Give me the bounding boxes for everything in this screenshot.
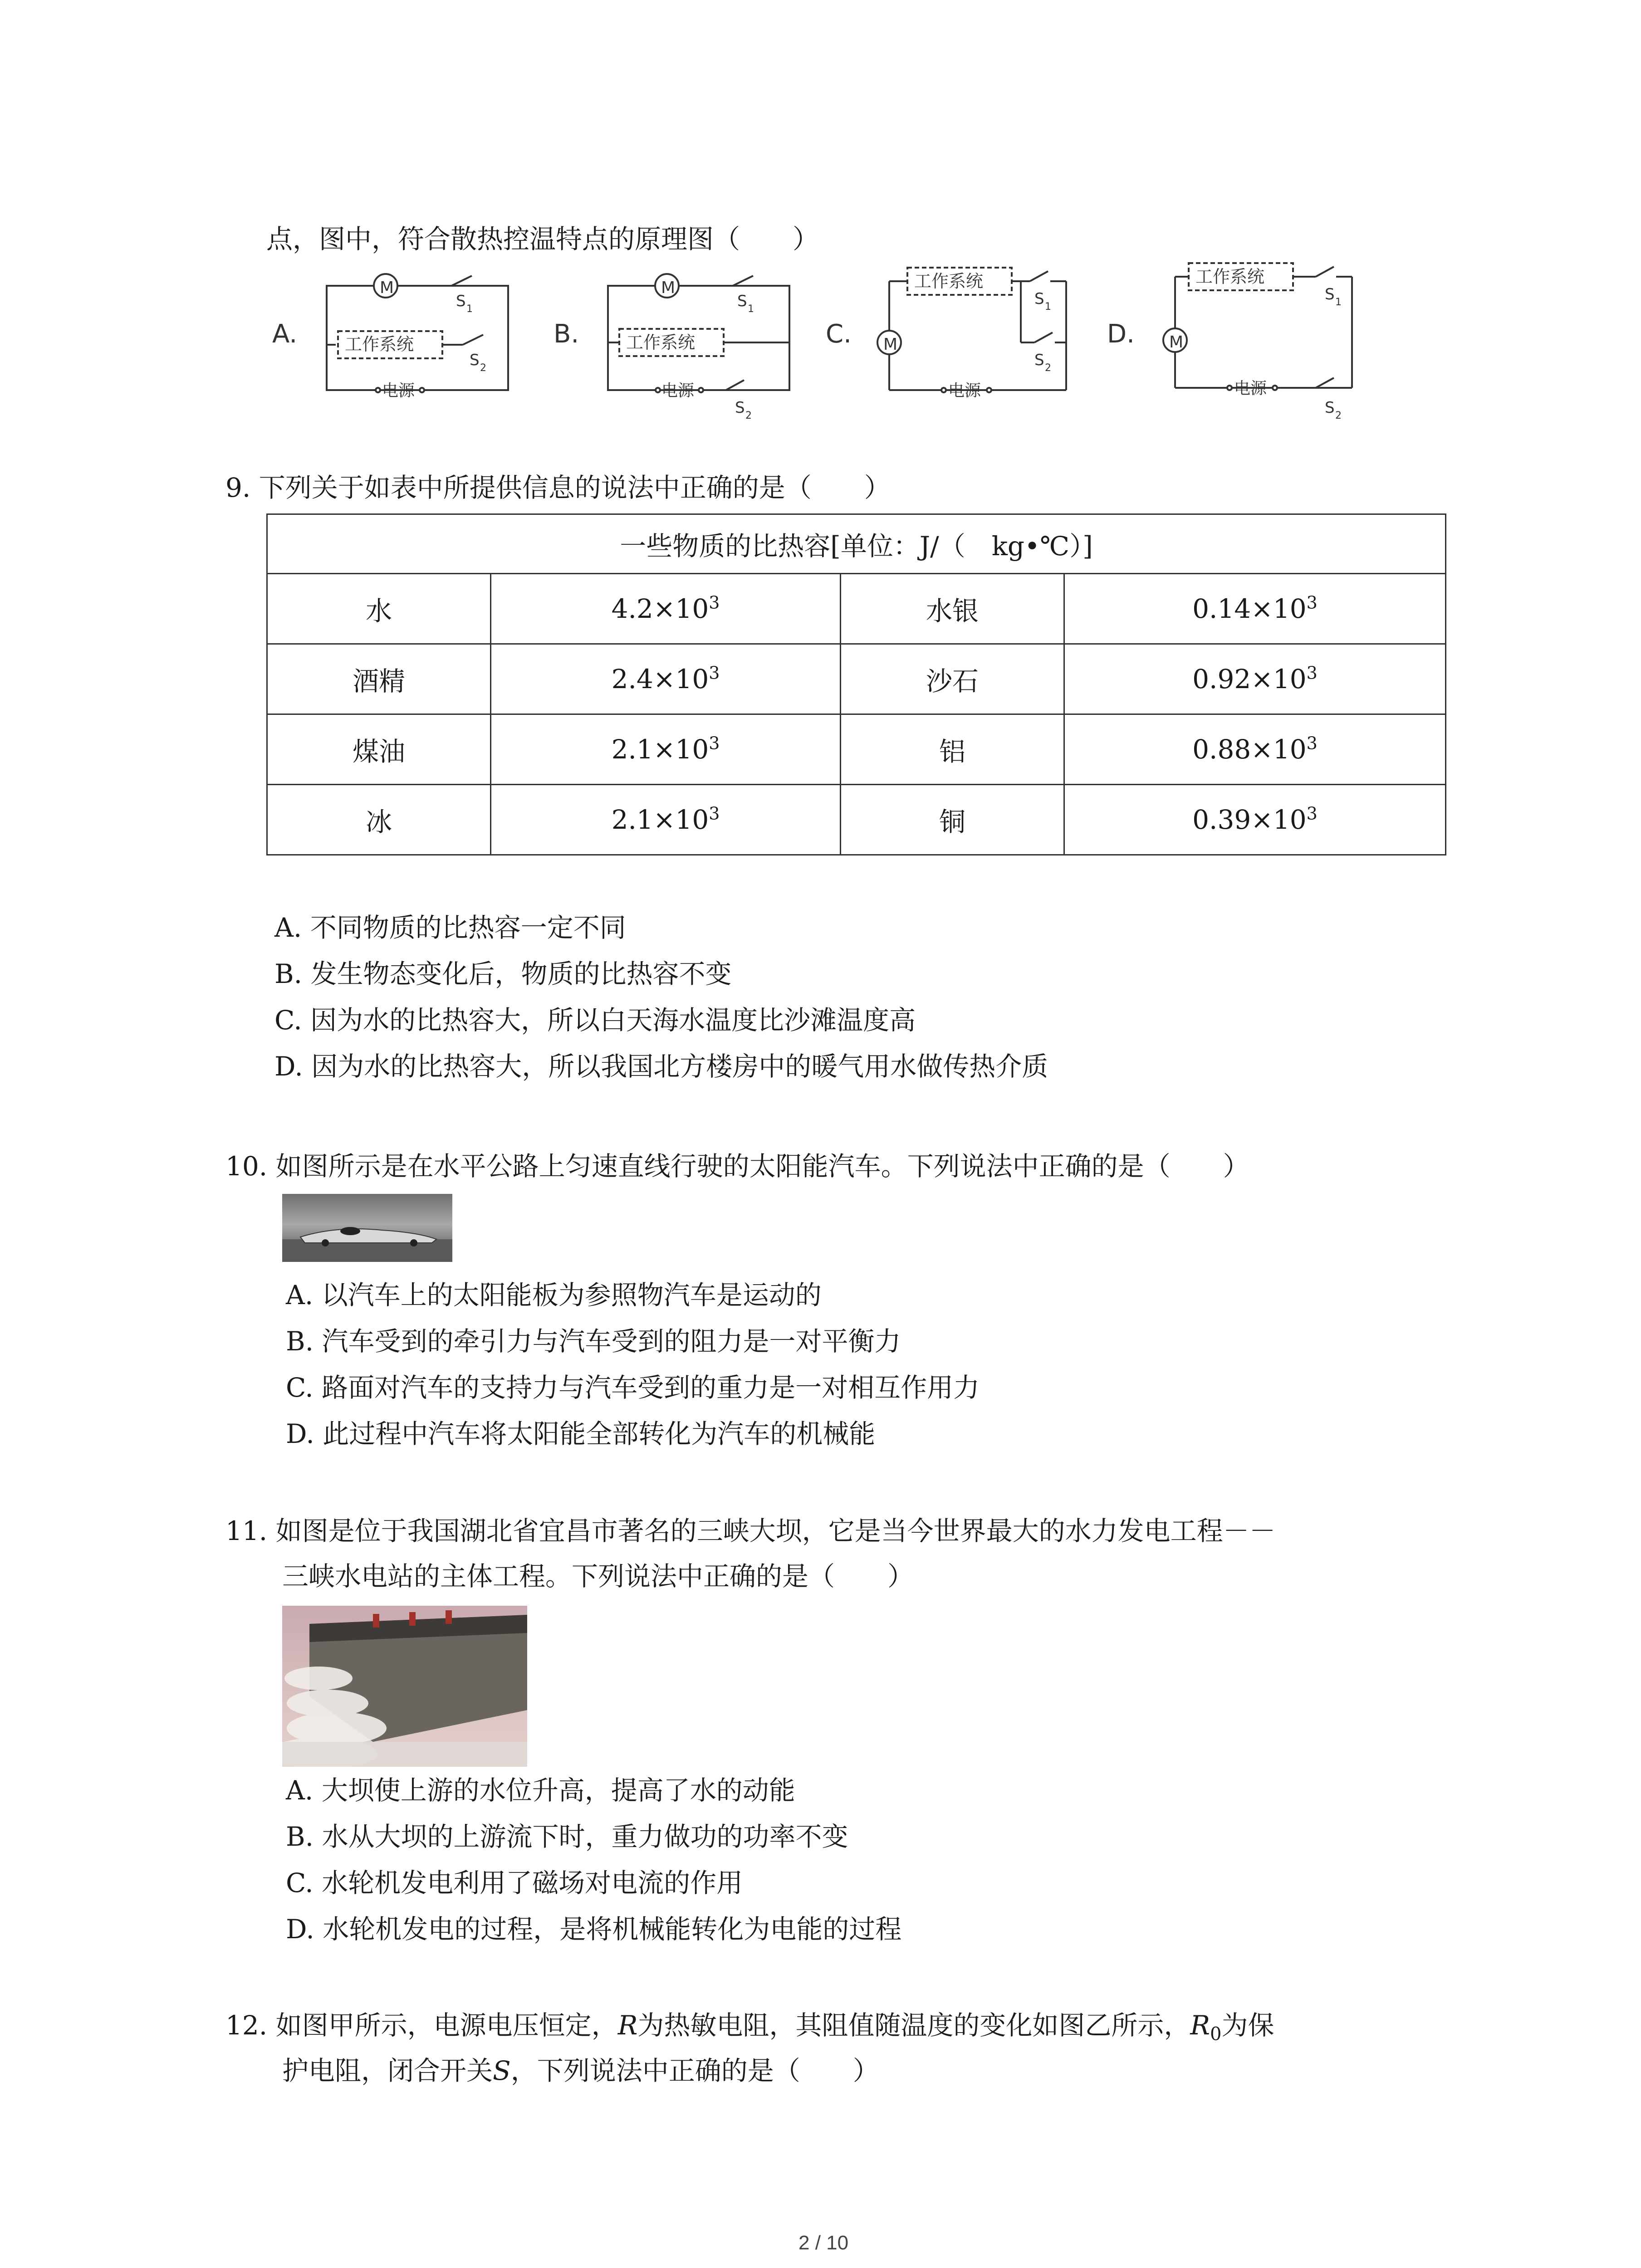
option-a-label: A. — [272, 319, 298, 349]
svg-text:电源: 电源 — [948, 381, 981, 400]
svg-text:S: S — [737, 292, 747, 310]
svg-text:B.: B. — [554, 319, 579, 349]
svg-text:1: 1 — [1045, 301, 1051, 313]
svg-text:C.: C. — [826, 319, 852, 349]
q12-stem-line1: 12. 如图甲所示，电源电压恒定，R为热敏电阻，其阻值随温度的变化如图乙所示，$R_0$为保 — [225, 2010, 1274, 2045]
svg-text:1: 1 — [466, 303, 473, 315]
q8-stem-tail: 点，图中，符合散热控温特点的原理图（ ） — [266, 224, 819, 254]
table-row: 煤油 $2.1\times 10^3$ 铝 $0.88\times 10^3$ — [267, 714, 1446, 785]
dam-image — [282, 1606, 527, 1767]
q9-option-b: B. 发生物态变化后，物质的比热容不变 — [274, 958, 732, 989]
solar-car-photo — [282, 1194, 452, 1262]
q11-stem-line2: 三峡水电站的主体工程。下列说法中正确的是（ ） — [282, 1561, 914, 1592]
q9-option-d: D. 因为水的比热容大，所以我国北方楼房中的暖气用水做传热介质 — [274, 1051, 1048, 1082]
svg-text:S: S — [470, 351, 480, 369]
svg-text:电源: 电源 — [1234, 379, 1267, 398]
q10-option-d: D. 此过程中汽车将太阳能全部转化为汽车的机械能 — [286, 1418, 876, 1449]
circuit-c — [826, 268, 1066, 400]
three-gorges-dam-photo — [282, 1606, 527, 1767]
svg-text:工作系统: 工作系统 — [914, 271, 984, 291]
svg-text:S: S — [456, 292, 466, 310]
svg-text:工作系统: 工作系统 — [1195, 267, 1265, 287]
svg-text:电源: 电源 — [661, 381, 695, 400]
svg-text:M: M — [1169, 333, 1184, 352]
circuit-diagrams-svg — [272, 267, 1384, 421]
q9-option-c: C. 因为水的比热容大，所以白天海水温度比沙滩温度高 — [274, 1005, 916, 1036]
svg-text:2: 2 — [745, 410, 752, 421]
table-row: 酒精 $2.4\times 10^3$ 沙石 $0.92\times 10^3$ — [267, 644, 1446, 714]
svg-text:1: 1 — [1335, 297, 1342, 308]
svg-text:工作系统: 工作系统 — [345, 334, 414, 354]
solar-car-image — [282, 1194, 452, 1262]
motor-label: M — [380, 279, 394, 297]
specific-heat-table — [266, 513, 1446, 855]
svg-text:M: M — [661, 279, 676, 297]
q11-option-d: D. 水轮机发电的过程，是将机械能转化为电能的过程 — [286, 1914, 902, 1945]
circuit-figures — [272, 268, 1384, 419]
svg-text:M: M — [883, 335, 898, 354]
svg-text:D.: D. — [1107, 319, 1135, 349]
svg-text:1: 1 — [748, 303, 754, 315]
q9-option-a: A. 不同物质的比热容一定不同 — [274, 912, 626, 943]
q11-option-a: A. 大坝使上游的水位升高，提高了水的动能 — [286, 1775, 795, 1806]
circuit-d — [1107, 263, 1352, 421]
svg-text:工作系统: 工作系统 — [626, 332, 696, 352]
svg-text:2: 2 — [480, 362, 486, 374]
q10-option-c: C. 路面对汽车的支持力与汽车受到的重力是一对相互作用力 — [286, 1372, 980, 1403]
page-number: 2 / 10 — [798, 2232, 849, 2254]
circuit-a — [272, 274, 508, 400]
table-row: 水 $4.2\times 10^3$ 水银 $0.14\times 10^3$ — [267, 574, 1446, 644]
q10-option-b: B. 汽车受到的牵引力与汽车受到的阻力是一对平衡力 — [286, 1326, 901, 1357]
svg-text:S: S — [735, 399, 745, 417]
svg-text:S: S — [1034, 290, 1044, 308]
q11-option-b: B. 水从大坝的上游流下时，重力做功的功率不变 — [286, 1821, 848, 1852]
svg-text:2: 2 — [1335, 410, 1342, 421]
svg-text:S: S — [1325, 399, 1335, 417]
q10-stem: 10. 如图所示是在水平公路上匀速直线行驶的太阳能汽车。下列说法中正确的是（ ） — [225, 1151, 1249, 1182]
svg-text:电源: 电源 — [382, 381, 415, 400]
svg-text:2: 2 — [1045, 362, 1051, 374]
q9-stem: 9. 下列关于如表中所提供信息的说法中正确的是（ ） — [225, 472, 891, 503]
table-row: 冰 $2.1\times 10^3$ 铜 $0.39\times 10^3$ — [267, 785, 1446, 855]
svg-text:S: S — [1034, 351, 1044, 369]
q12-stem-line2: 护电阻，闭合开关S，下列说法中正确的是（ ） — [282, 2055, 879, 2086]
circuit-b — [554, 274, 789, 421]
q10-option-a: A. 以汽车上的太阳能板为参照物汽车是运动的 — [286, 1280, 822, 1310]
table-title: 一些物质的比热容[单位：J/（ kg•℃）] — [267, 514, 1446, 574]
q11-stem-line1: 11. 如图是位于我国湖北省宜昌市著名的三峡大坝，它是当今世界最大的水力发电工程－－ — [225, 1515, 1276, 1546]
q11-option-c: C. 水轮机发电利用了磁场对电流的作用 — [286, 1867, 743, 1898]
svg-text:S: S — [1325, 285, 1335, 303]
